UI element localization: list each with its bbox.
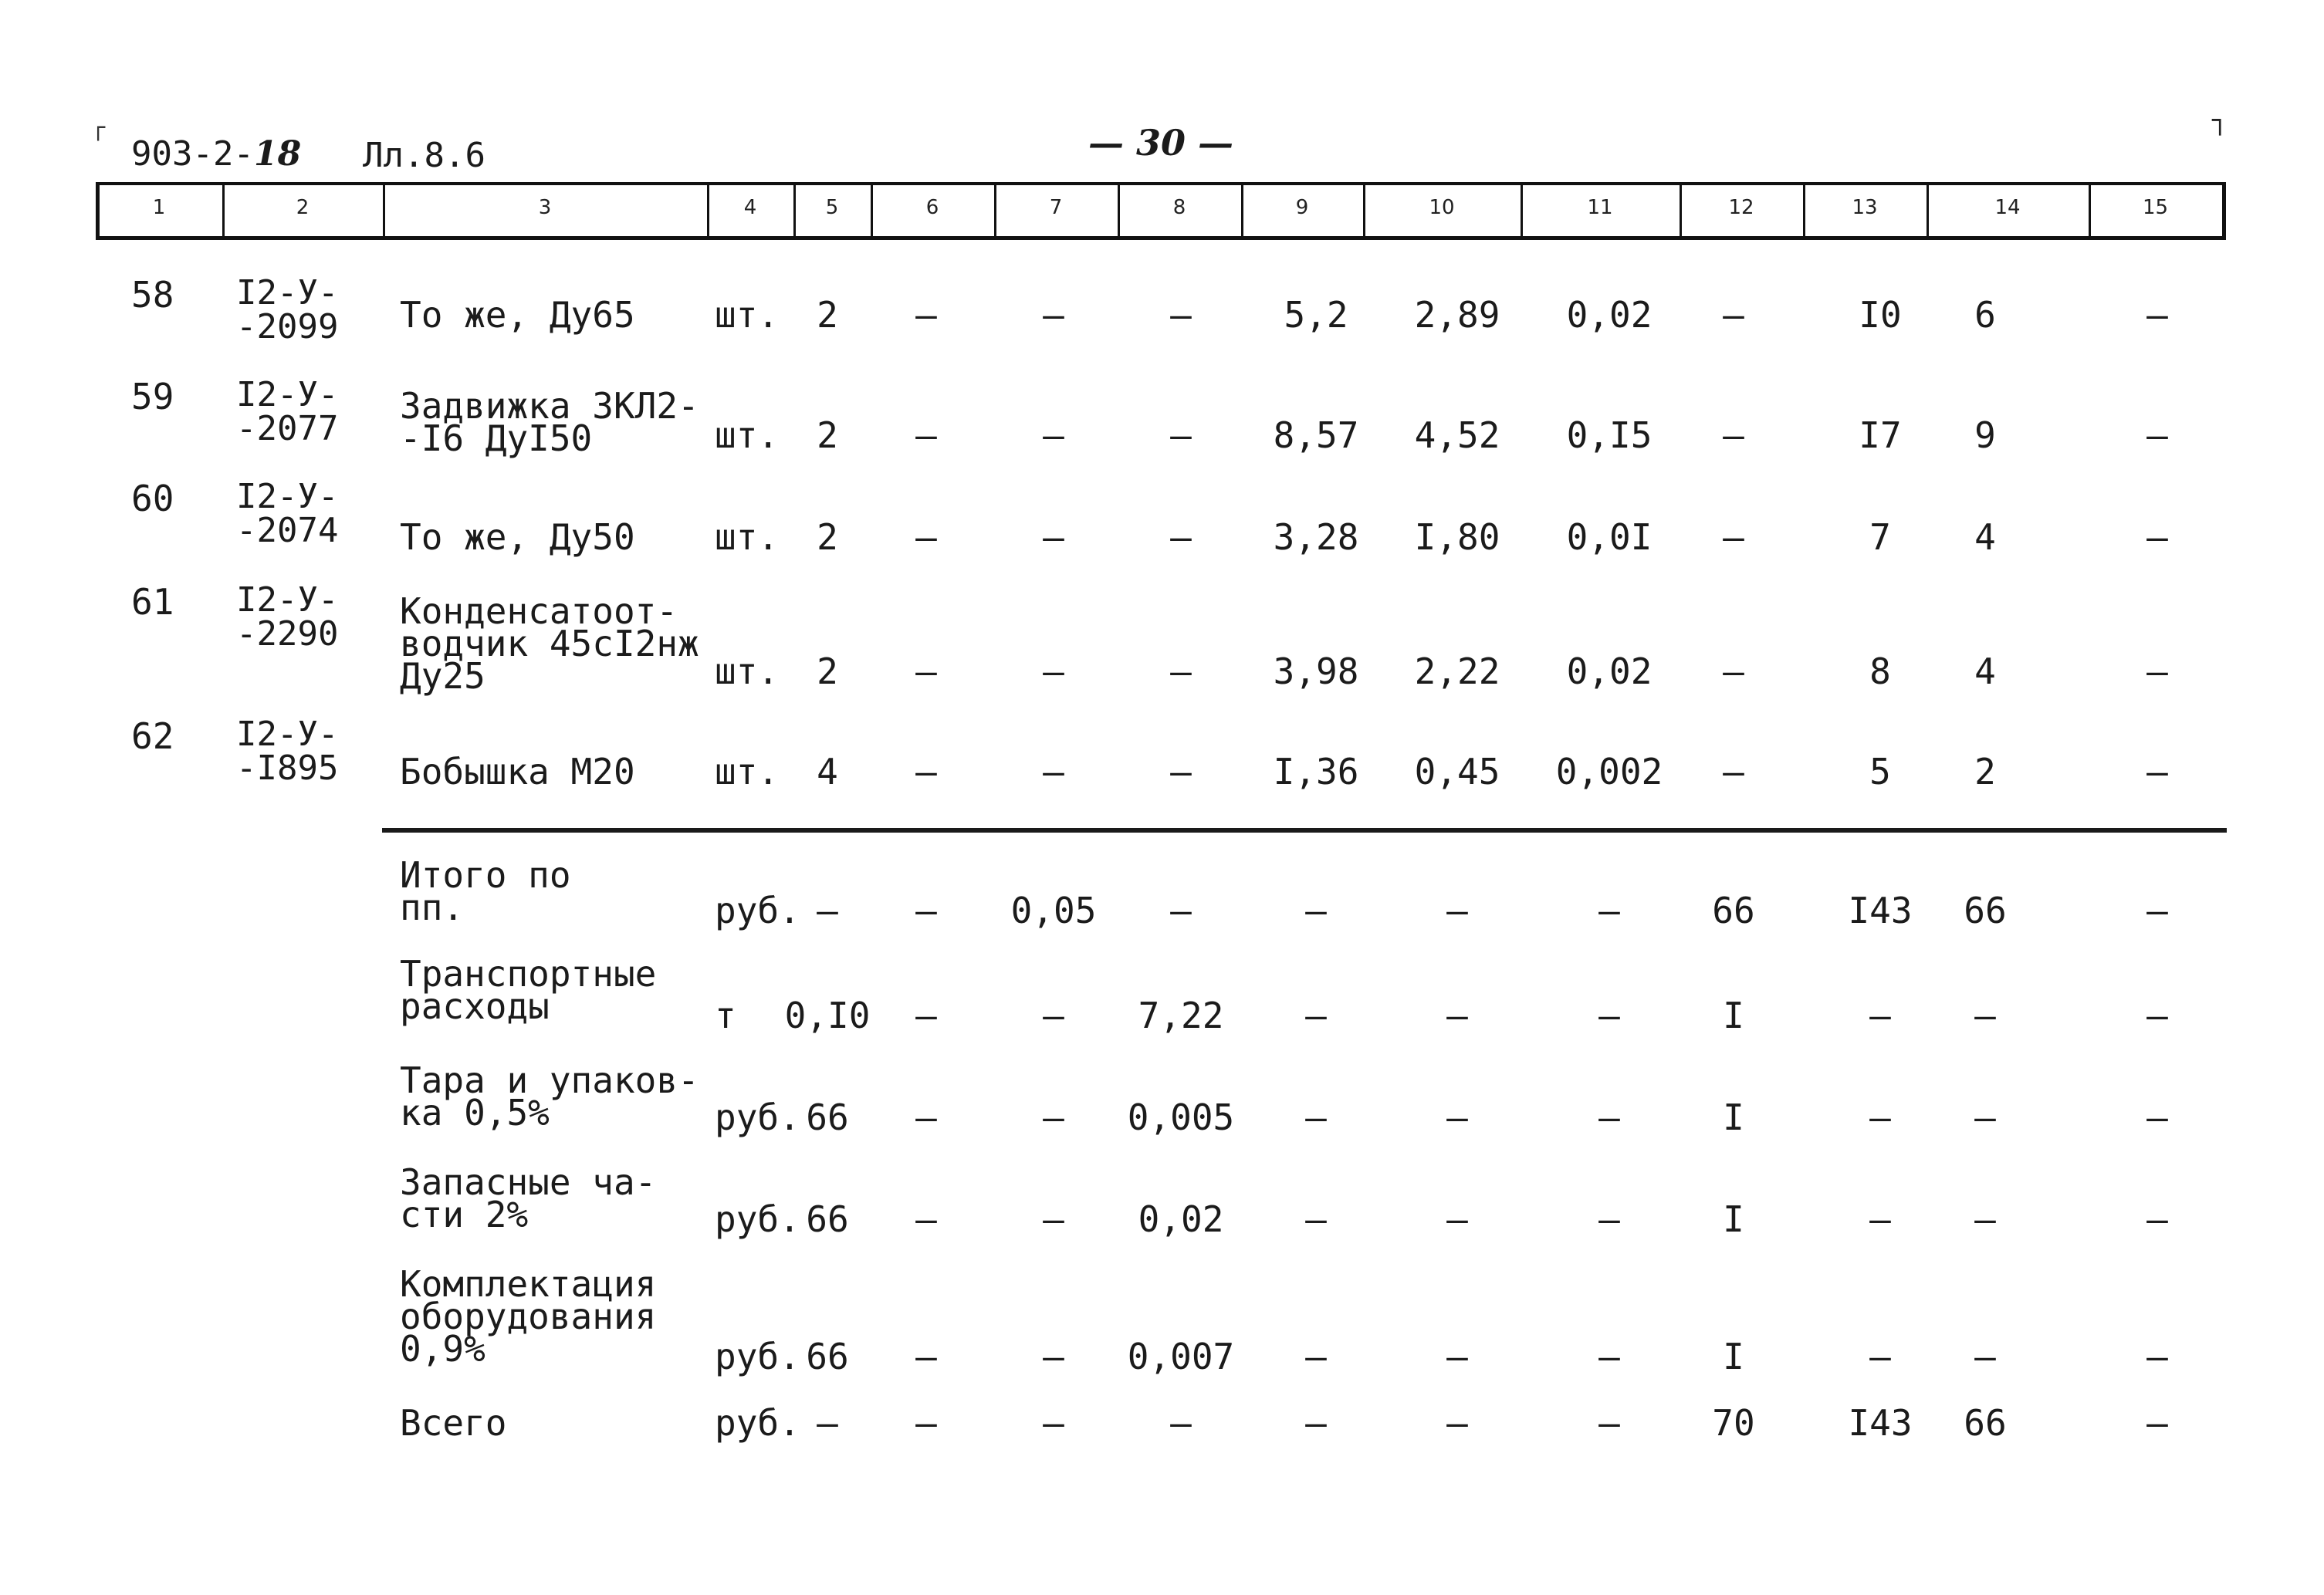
cell-c7: –: [1043, 651, 1064, 692]
cell-c10: 2,22: [1414, 651, 1500, 692]
total-cell-c6: –: [915, 1097, 937, 1138]
cell-c13: 8: [1869, 651, 1891, 692]
total-cell-c6: –: [915, 1198, 937, 1240]
item-name: То же, Ду65: [400, 294, 635, 336]
unit: руб.: [715, 1402, 800, 1444]
corner-mark-right: ┐: [2212, 105, 2228, 136]
cell-c8: –: [1170, 651, 1192, 692]
total-cell-c11: –: [1598, 1097, 1620, 1138]
cell-c15: –: [2146, 651, 2168, 692]
row-number: 61: [131, 581, 174, 623]
cell-c9: 5,2: [1284, 294, 1348, 336]
cell-c10: 4,52: [1414, 414, 1500, 456]
cell-c11: 0,I5: [1566, 414, 1653, 456]
cell-c6: –: [915, 751, 937, 792]
cell-c11: 0,02: [1566, 651, 1653, 692]
total-cell-c13: –: [1869, 1097, 1891, 1138]
column-number-11: 11: [1587, 196, 1613, 219]
cell-c12: –: [1723, 294, 1744, 336]
cell-c13: 5: [1869, 751, 1891, 792]
row-number: 59: [131, 376, 174, 417]
total-cell-c6: –: [915, 1402, 937, 1444]
total-cell-c5: 0,I0: [784, 995, 871, 1036]
unit: шт.: [715, 294, 780, 336]
totals-separator: [382, 828, 2227, 833]
cell-c14: 6: [1974, 294, 1996, 336]
cell-c5: 2: [817, 516, 838, 558]
total-name: Итого по: [400, 854, 571, 896]
total-name: 0,9%: [400, 1328, 485, 1370]
column-number-3: 3: [538, 196, 552, 219]
total-cell-c12: 70: [1712, 1402, 1755, 1444]
total-cell-c7: –: [1043, 1402, 1064, 1444]
total-cell-c15: –: [2146, 1097, 2168, 1138]
total-name: расходы: [400, 985, 550, 1027]
total-cell-c15: –: [2146, 890, 2168, 931]
item-name: То же, Ду50: [400, 516, 635, 558]
cell-c5: 2: [817, 294, 838, 336]
total-cell-c15: –: [2146, 995, 2168, 1036]
total-cell-c6: –: [915, 995, 937, 1036]
unit: шт.: [715, 516, 780, 558]
total-cell-c10: –: [1446, 1402, 1468, 1444]
cell-c15: –: [2146, 751, 2168, 792]
item-code: -2290: [236, 614, 339, 654]
total-cell-c5: –: [817, 1402, 838, 1444]
total-cell-c14: –: [1974, 995, 1996, 1036]
cell-c14: 4: [1974, 516, 1996, 558]
total-name: оборудования: [400, 1296, 657, 1337]
cell-c15: –: [2146, 294, 2168, 336]
item-code: I2-У-: [236, 580, 339, 620]
cell-c6: –: [915, 516, 937, 558]
unit: руб.: [715, 1198, 800, 1240]
cell-c5: 2: [817, 651, 838, 692]
total-cell-c14: –: [1974, 1336, 1996, 1377]
total-name: Запасные ча-: [400, 1161, 657, 1203]
cell-c9: 3,98: [1273, 651, 1359, 692]
unit: руб.: [715, 1097, 800, 1138]
item-name: Конденсатоот-: [400, 590, 678, 632]
item-name: Бобышка М20: [400, 751, 635, 792]
total-cell-c11: –: [1598, 1336, 1620, 1377]
column-number-9: 9: [1295, 196, 1309, 219]
total-cell-c8: 0,02: [1138, 1198, 1224, 1240]
cell-c12: –: [1723, 651, 1744, 692]
column-number-1: 1: [152, 196, 166, 219]
total-cell-c9: –: [1305, 995, 1327, 1036]
total-cell-c9: –: [1305, 890, 1327, 931]
cell-c13: I0: [1859, 294, 1902, 336]
total-cell-c15: –: [2146, 1198, 2168, 1240]
cell-c7: –: [1043, 516, 1064, 558]
cell-c7: –: [1043, 414, 1064, 456]
column-number-4: 4: [743, 196, 757, 219]
cell-c12: –: [1723, 414, 1744, 456]
cell-c11: 0,0I: [1566, 516, 1653, 558]
total-cell-c11: –: [1598, 995, 1620, 1036]
total-cell-c15: –: [2146, 1336, 2168, 1377]
column-number-6: 6: [925, 196, 939, 219]
cell-c10: 0,45: [1414, 751, 1500, 792]
page-number: — 30 —: [1088, 122, 1234, 164]
total-name: Транспортные: [400, 953, 657, 995]
cell-c15: –: [2146, 414, 2168, 456]
total-cell-c9: –: [1305, 1198, 1327, 1240]
total-cell-c11: –: [1598, 890, 1620, 931]
cell-c15: –: [2146, 516, 2168, 558]
total-cell-c7: –: [1043, 995, 1064, 1036]
total-cell-c12: I: [1723, 1097, 1744, 1138]
total-name: Тара и упаков-: [400, 1059, 699, 1101]
column-number-15: 15: [2142, 196, 2169, 219]
cell-c11: 0,02: [1566, 294, 1653, 336]
unit: шт.: [715, 751, 780, 792]
column-number-12: 12: [1728, 196, 1754, 219]
doc-code: 903-2-18: [131, 134, 302, 174]
cell-c12: –: [1723, 516, 1744, 558]
cell-c9: 8,57: [1273, 414, 1359, 456]
item-code: -2099: [236, 307, 339, 346]
column-number-10: 10: [1429, 196, 1455, 219]
total-cell-c9: –: [1305, 1336, 1327, 1377]
total-cell-c8: –: [1170, 890, 1192, 931]
cell-c6: –: [915, 294, 937, 336]
total-cell-c10: –: [1446, 1198, 1468, 1240]
total-cell-c8: 7,22: [1138, 995, 1224, 1036]
column-number-7: 7: [1049, 196, 1063, 219]
total-cell-c12: I: [1723, 995, 1744, 1036]
cell-c10: 2,89: [1414, 294, 1500, 336]
total-cell-c13: –: [1869, 995, 1891, 1036]
item-name: -I6 ДуI50: [400, 417, 593, 459]
item-name: Задвижка ЗКЛ2-: [400, 385, 699, 427]
total-cell-c10: –: [1446, 1336, 1468, 1377]
cell-c8: –: [1170, 751, 1192, 792]
cell-c11: 0,002: [1555, 751, 1663, 792]
total-cell-c7: –: [1043, 1336, 1064, 1377]
cell-c6: –: [915, 414, 937, 456]
cell-c13: 7: [1869, 516, 1891, 558]
total-cell-c13: I43: [1848, 1402, 1913, 1444]
total-cell-c13: –: [1869, 1336, 1891, 1377]
unit: шт.: [715, 651, 780, 692]
total-cell-c5: 66: [806, 1198, 849, 1240]
total-cell-c5: 66: [806, 1097, 849, 1138]
unit: руб.: [715, 1336, 800, 1377]
total-cell-c10: –: [1446, 1097, 1468, 1138]
total-name: Комплектация: [400, 1263, 657, 1305]
cell-c14: 4: [1974, 651, 1996, 692]
total-cell-c11: –: [1598, 1402, 1620, 1444]
corner-mark-left: ┌: [91, 114, 106, 141]
total-cell-c5: –: [817, 890, 838, 931]
unit: т: [715, 995, 736, 1036]
column-number-14: 14: [1994, 196, 2021, 219]
total-cell-c12: I: [1723, 1336, 1744, 1377]
item-name: водчик 45сI2нж: [400, 623, 699, 664]
sheet-number: Лл.8.6: [363, 136, 485, 175]
cell-c12: –: [1723, 751, 1744, 792]
total-cell-c10: –: [1446, 890, 1468, 931]
total-cell-c10: –: [1446, 995, 1468, 1036]
total-cell-c13: –: [1869, 1198, 1891, 1240]
total-name: сти 2%: [400, 1194, 529, 1235]
cell-c8: –: [1170, 294, 1192, 336]
cell-c9: 3,28: [1273, 516, 1359, 558]
total-cell-c7: 0,05: [1010, 890, 1097, 931]
cell-c14: 2: [1974, 751, 1996, 792]
total-cell-c11: –: [1598, 1198, 1620, 1240]
total-cell-c8: 0,007: [1127, 1336, 1235, 1377]
total-cell-c8: –: [1170, 1402, 1192, 1444]
item-code: I2-У-: [236, 273, 339, 313]
total-name: Всего: [400, 1402, 507, 1444]
item-code: I2-У-: [236, 715, 339, 754]
cell-c13: I7: [1859, 414, 1902, 456]
cell-c8: –: [1170, 516, 1192, 558]
row-number: 60: [131, 478, 174, 519]
total-cell-c7: –: [1043, 1097, 1064, 1138]
unit: шт.: [715, 414, 780, 456]
total-cell-c12: I: [1723, 1198, 1744, 1240]
column-number-8: 8: [1172, 196, 1186, 219]
total-cell-c14: –: [1974, 1198, 1996, 1240]
total-cell-c9: –: [1305, 1402, 1327, 1444]
total-cell-c8: 0,005: [1127, 1097, 1235, 1138]
total-cell-c7: –: [1043, 1198, 1064, 1240]
cell-c14: 9: [1974, 414, 1996, 456]
item-code: I2-У-: [236, 375, 339, 414]
item-code: I2-У-: [236, 477, 339, 516]
total-cell-c15: –: [2146, 1402, 2168, 1444]
total-cell-c5: 66: [806, 1336, 849, 1377]
column-number-5: 5: [825, 196, 839, 219]
total-cell-c6: –: [915, 1336, 937, 1377]
cell-c7: –: [1043, 294, 1064, 336]
total-cell-c14: 66: [1964, 1402, 2007, 1444]
total-cell-c12: 66: [1712, 890, 1755, 931]
total-name: ка 0,5%: [400, 1092, 550, 1134]
row-number: 62: [131, 715, 174, 757]
row-number: 58: [131, 274, 174, 316]
cell-c5: 4: [817, 751, 838, 792]
total-cell-c14: 66: [1964, 890, 2007, 931]
item-code: -I895: [236, 749, 339, 788]
column-number-2: 2: [296, 196, 310, 219]
cell-c10: I,80: [1414, 516, 1500, 558]
cell-c5: 2: [817, 414, 838, 456]
item-code: -2077: [236, 409, 339, 448]
cell-c8: –: [1170, 414, 1192, 456]
cell-c9: I,36: [1273, 751, 1359, 792]
total-cell-c14: –: [1974, 1097, 1996, 1138]
total-cell-c9: –: [1305, 1097, 1327, 1138]
item-code: -2074: [236, 511, 339, 550]
total-cell-c13: I43: [1848, 890, 1913, 931]
column-number-13: 13: [1852, 196, 1878, 219]
item-name: Ду25: [400, 655, 485, 697]
cell-c7: –: [1043, 751, 1064, 792]
cell-c6: –: [915, 651, 937, 692]
unit: руб.: [715, 890, 800, 931]
total-cell-c6: –: [915, 890, 937, 931]
total-name: пп.: [400, 887, 465, 928]
